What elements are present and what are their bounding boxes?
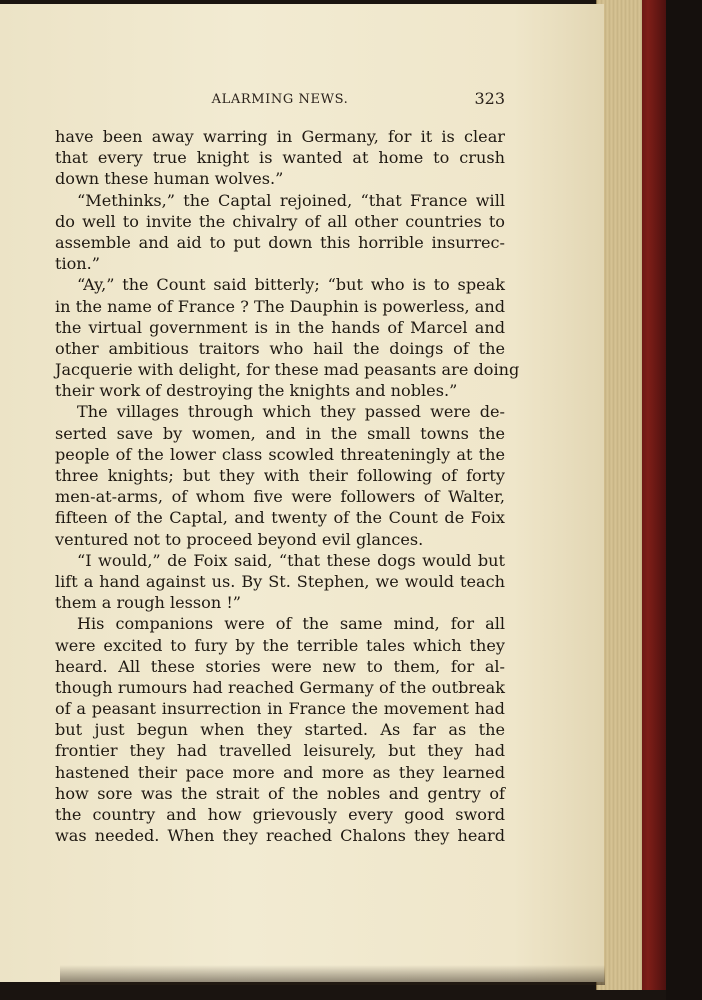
text-line: fifteen of the Captal, and twenty of the Count de Foix [55,508,505,528]
text-line: men-at-arms, of whom five were followers of Walter, [55,487,505,507]
text-line: of a peasant insurrection in France the movement had [55,699,505,719]
text-line: hastened their pace more and more as they learned [55,762,505,782]
text-line: the country and how grievously every good sword [55,805,505,824]
text-line: heard. All these stories were new to them, for al- [55,656,505,676]
text-line: but just begun when they started. As far as the [55,720,505,740]
text-line: The villages through which they passed were de- [77,402,505,422]
text-line: them a rough lesson !” [55,593,242,613]
text-line: were excited to fury by the terrible tales which they [55,635,505,655]
background-shadow [666,0,702,1000]
page-number: 323 [474,89,505,108]
text-line: “Ay,” the Count said bitterly; “but who is to speak [77,275,505,295]
text-line: people of the lower class scowled threateningly at the [55,444,505,464]
text-line: was needed. When they reached Chalons they heard [55,826,505,846]
text-line: their work of destroying the knights and nobles.” [55,381,458,401]
text-line: three knights; but they with their following of forty [55,466,505,485]
text-line: though rumours had reached Germany of the outbreak [55,677,505,697]
text-line: frontier they had travelled leisurely, but they had [55,741,505,761]
page-bottom-shadow [60,965,605,985]
text-line: “I would,” de Foix said, “that these dogs would but [77,550,505,570]
text-line: tion.” [55,254,101,274]
body-text [55,126,520,846]
text-line: “Methinks,” the Captal rejoined, “that France will [77,190,505,210]
text-line: His companions were of the same mind, for all [77,614,505,634]
text-line: Jacquerie with delight, for these mad peasants are doing [55,360,520,380]
page-header [55,89,505,112]
text-line: ventured not to proceed beyond evil glances. [55,529,424,549]
text-line: do well to invite the chivalry of all other countries to [55,211,505,231]
text-line: serted save by women, and in the small towns the [55,423,505,443]
text-line: how sore was the strait of the nobles and gentry of [55,783,505,803]
text-line: other ambitious traitors who hail the doings of the [55,338,505,358]
text-line: lift a hand against us. By St. Stephen, we would teach [55,571,505,591]
text-line: that every true knight is wanted at home to crush [55,148,505,168]
text-line: have been away warring in Germany, for it is clear [55,127,505,146]
text-line: in the name of France ? The Dauphin is powerless, and [55,296,506,316]
running-head: ALARMING NEWS. [211,92,349,107]
text-line: assemble and aid to put down this horrible insurrec- [55,232,505,252]
text-line: down these human wolves.” [55,169,284,189]
text-line: the virtual government is in the hands of Marcel and [55,317,505,337]
